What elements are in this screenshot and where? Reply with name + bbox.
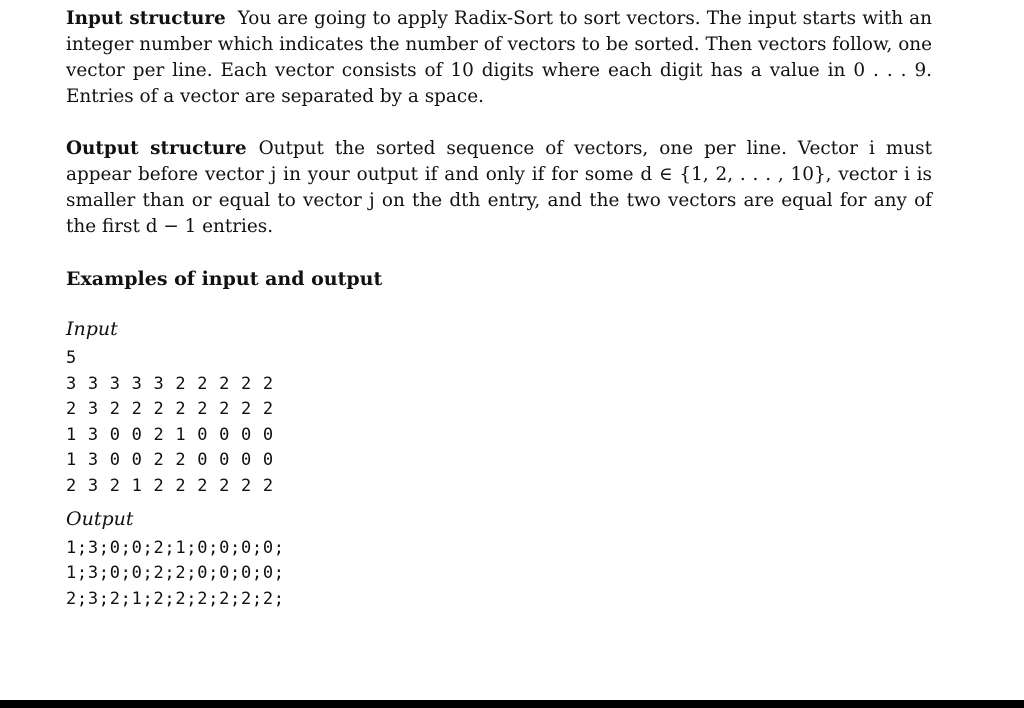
output-structure-text: Output the sorted sequence of vectors, one per line. Vector i must appear before vector j in your output if and only if for some d ∈ {1, 2, . . . , 10}, vector i is smaller than or equal to vector j on the dth entry, and the two vectors are equal for any of the first d − 1 entries.: [66, 138, 932, 237]
input-line: 3 3 3 3 3 2 2 2 2 2: [66, 373, 274, 394]
document-page: [66, 6, 932, 612]
output-block: [66, 536, 932, 613]
output-label: Output: [66, 507, 134, 530]
input-line: 2 3 2 2 2 2 2 2 2 2: [66, 399, 274, 420]
input-line: 1 3 0 0 2 1 0 0 0 0: [66, 424, 274, 445]
input-line: 1 3 0 0 2 2 0 0 0 0: [66, 450, 274, 471]
output-structure-heading: Output structure: [66, 138, 247, 159]
bottom-border-bar: [0, 700, 1024, 708]
input-label: Input: [66, 318, 118, 340]
output-line: 1;3;0;0;2;2;0;0;0;0;: [66, 563, 285, 584]
input-structure-paragraph: [66, 6, 932, 110]
input-line: 2 3 2 1 2 2 2 2 2 2: [66, 475, 274, 496]
output-structure-paragraph: [66, 136, 932, 240]
input-line: 5: [66, 348, 77, 368]
output-line: 2;3;2;1;2;2;2;2;2;2;: [66, 588, 285, 609]
input-structure-text: You are going to apply Radix-Sort to sort vectors. The input starts with an integer number which indicates the number of vectors to be sorted. Then vectors follow, one vector per line. Each vector consists of 10 digits where each digit has a value in 0 . . . 9. Entries of a vector are separated by a space.: [66, 8, 933, 107]
input-block: [66, 346, 932, 500]
output-line: 1;3;0;0;2;1;0;0;0;0;: [66, 537, 285, 558]
examples-heading: Examples of input and output: [66, 268, 383, 290]
input-structure-heading: Input structure: [66, 8, 226, 29]
